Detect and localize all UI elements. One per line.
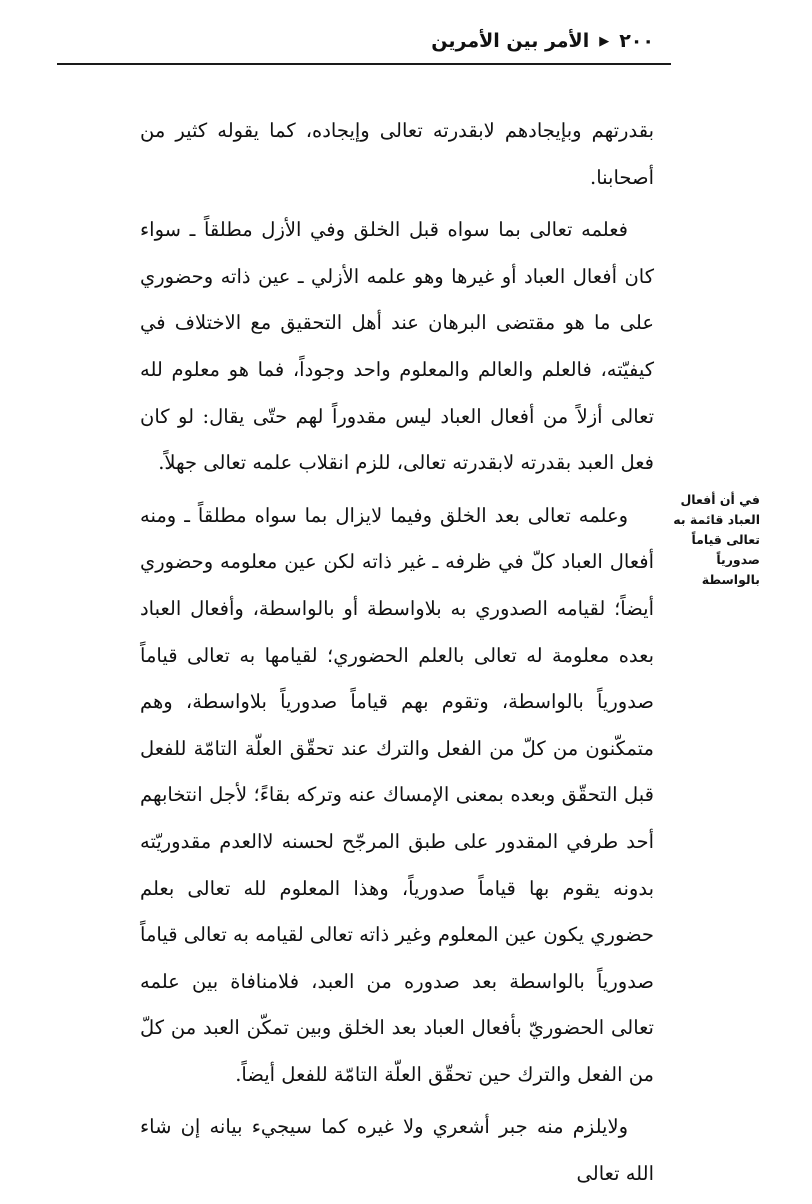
running-header <box>431 30 654 52</box>
paragraph-3: وعلمه تعالى بعد الخلق وفيما لايزال بما سواه مطلقاً ـ ومنه أفعال العباد كلّ في ظرفه ـ غير ذاته لكن عين معلومه وحضوري أيضاً؛ لقيامه الصدوري به بلاواسطة أو بالواسطة، وأفعال العباد بعده معلومة له تعالى بالعلم الحضوري؛ لقيامها به تعالى قياماً صدورياً بالواسطة، وتقوم بهم قياماً صدورياً بلاواسطة، وهم متمكّنون من كلّ من الفعل والترك عند تحقّق العلّة التامّة للفعل قبل التحقّق وبعده بمعنى الإمساك عنه وتركه بقاءً؛ لأجل انتخابهم أحد طرفي المقدور على طبق المرجّح لحسنه لاالعدم مقدوريّته بدونه يقوم بها قياماً صدورياً، وهذا المعلوم لله تعالى بعلم حضوري يكون عين المعلوم وغير ذاته تعالى لقيامه به تعالى قياماً صدورياً بالواسطة بعد صدوره من العبد، فلامنافاة بين علمه تعالى الحضوريّ بأفعال العباد بعد الخلق وبين تمكّن العبد من كلّ من الفعل والترك حين تحقّق العلّة التامّة للفعل أيضاً. <box>140 503 654 1086</box>
paragraph-1: بقدرتهم وبإيجادهم لابقدرته تعالى وإيجاده، كما يقوله كثير من أصحابنا. <box>140 119 654 189</box>
paragraph-2: فعلمه تعالى بما سواه قبل الخلق وفي الأزل مطلقاً ـ سواء كان أفعال العباد أو غيرها وهو علمه الأزلي ـ عين ذاته وحضوري على ما هو مقتضى البرهان عند أهل التحقيق مع الاختلاف في كيفيّته، فالعلم والعالم والمعلوم واحد وجوداً، فما هو معلوم لله تعالى أزلاً من أفعال العباد ليس مقدوراً لهم حتّى يقال: لو كان فعل العبد بقدرته لابقدرته تعالى، للزم انقلاب علمه تعالى جهلاً. <box>140 218 654 475</box>
body-text <box>140 108 654 1204</box>
page-number: ٢٠٠ <box>619 30 654 52</box>
running-title: الأمر بين الأمرين <box>431 30 590 52</box>
margin-note: في أن أفعال العباد قائمة به تعالى قياماً صدورياً بالواسطة <box>673 492 760 587</box>
header-rule <box>57 63 671 65</box>
arrow-right-icon: ▶ <box>599 33 610 49</box>
paragraph-4: ولايلزم منه جبر أشعري ولا غيره كما سيجيء بيانه إن شاء الله تعالى <box>140 1115 654 1186</box>
